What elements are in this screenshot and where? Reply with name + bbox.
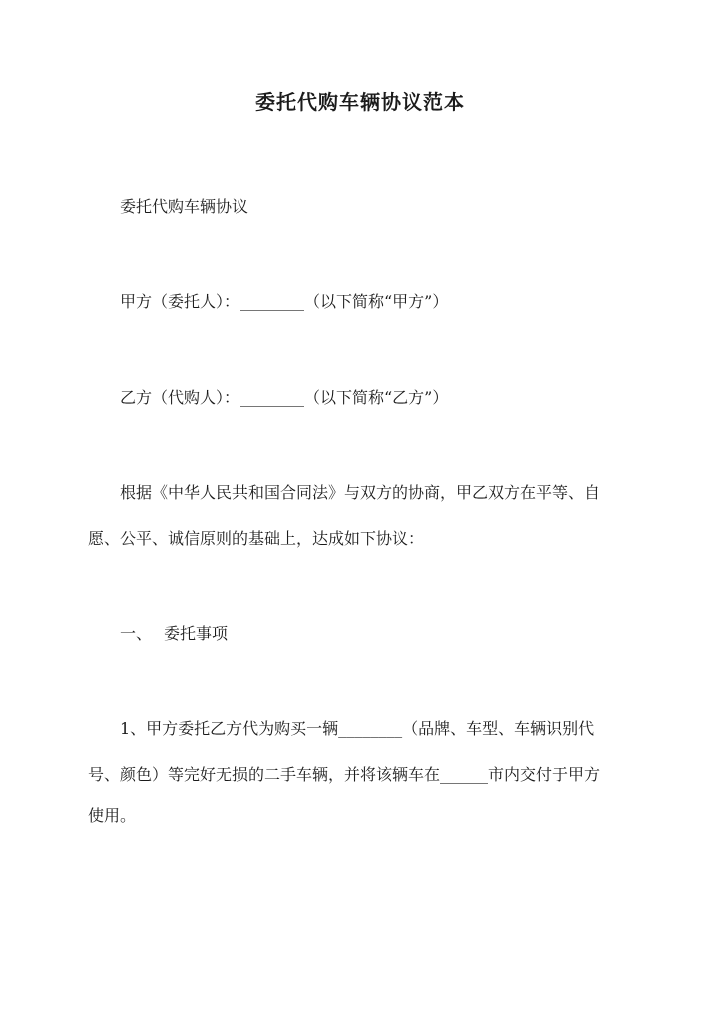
section-number: 一、 <box>120 624 153 643</box>
section-title: 委托事项 <box>164 624 229 643</box>
clause-1-line-2: 号、颜色）等完好无损的二手车辆，并将该辆车在______市内交付于甲方 <box>88 765 601 784</box>
basis-paragraph-line-2: 愿、公平、诚信原则的基础上，达成如下协议： <box>88 529 425 548</box>
clause-1-line-3: 使用。 <box>88 806 137 825</box>
clause-1-line-1: 1、甲方委托乙方代为购买一辆________（品牌、车型、车辆识别代 <box>120 719 595 738</box>
party-a-line: 甲方（委托人）：________（以下简称“甲方”） <box>120 292 449 311</box>
document-title: 委托代购车辆协议范本 <box>255 90 465 114</box>
agreement-subtitle: 委托代购车辆协议 <box>120 197 249 216</box>
party-b-line: 乙方（代购人）：________（以下简称“乙方”） <box>120 388 449 407</box>
section-heading-1 <box>120 622 228 646</box>
basis-paragraph-line-1: 根据《中华人民共和国合同法》与双方的协商，甲乙双方在平等、自 <box>120 483 601 502</box>
